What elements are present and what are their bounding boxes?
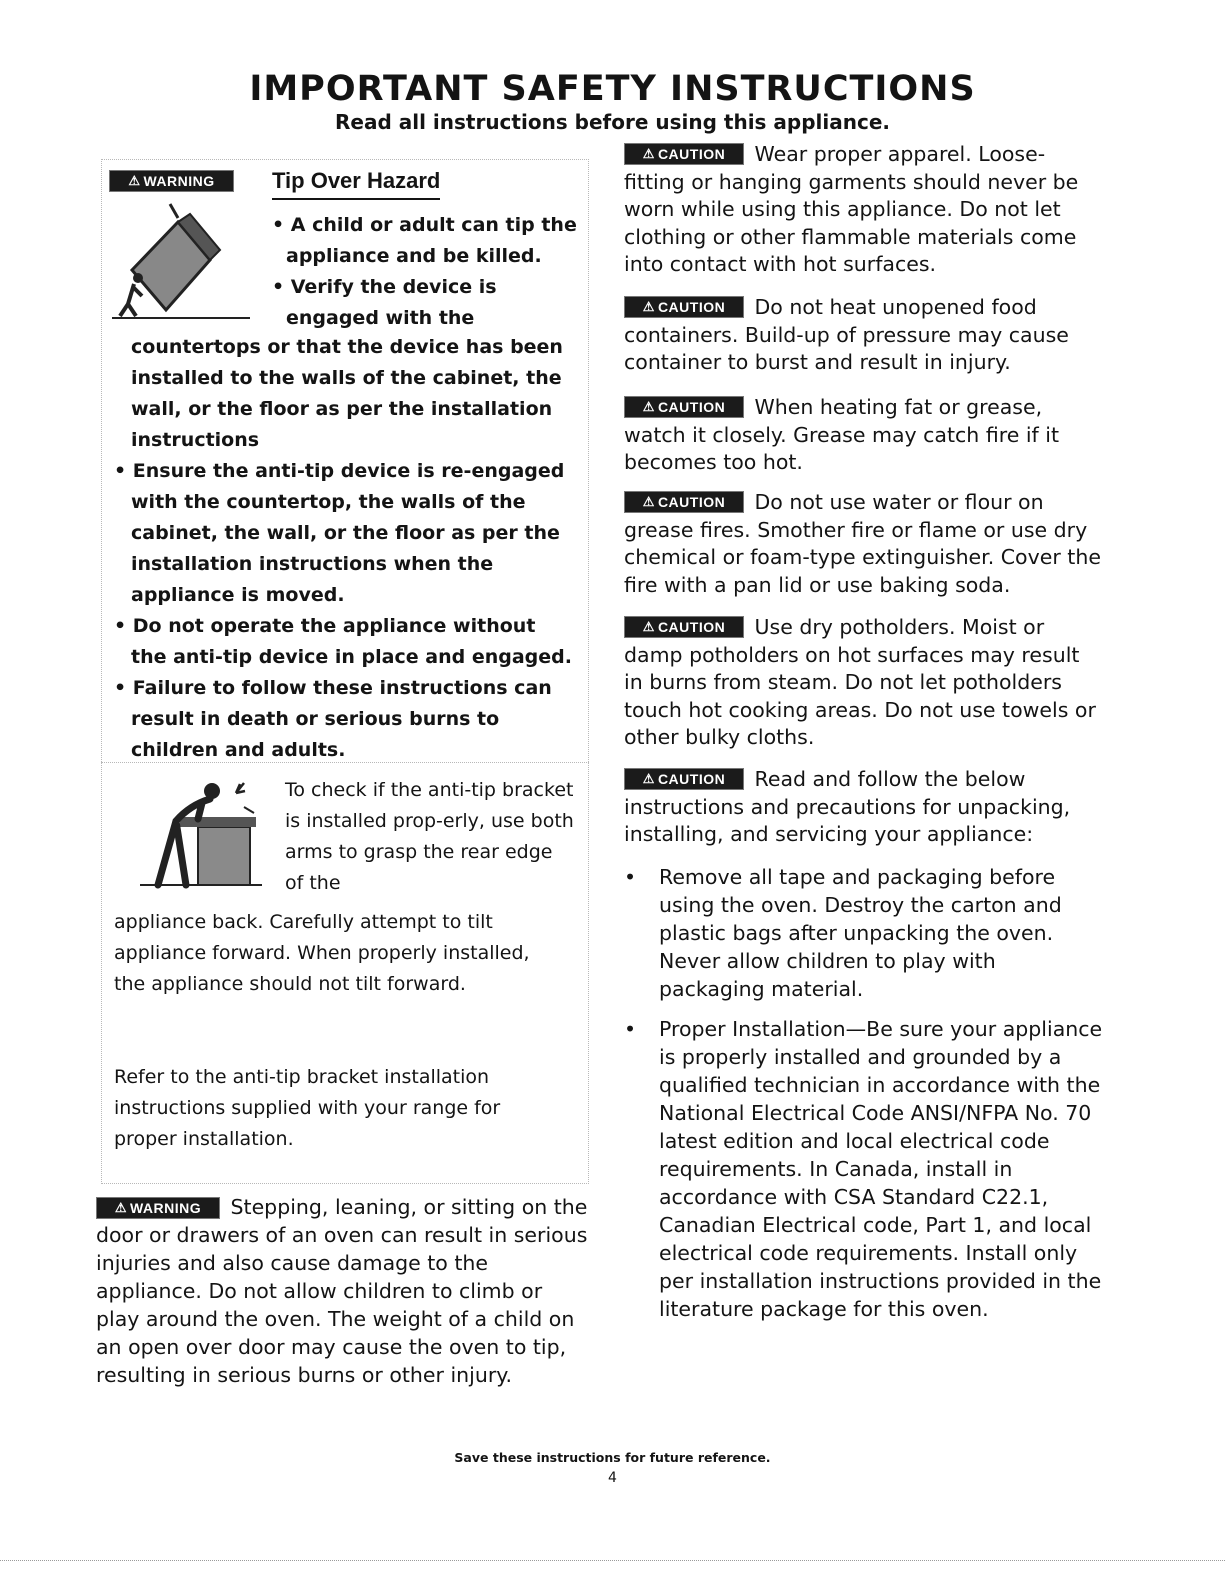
bullet-icon: • [624, 1017, 637, 1041]
caution-apparel-body: Wear proper apparel. Loose-fitting or hanging garments should never be worn while using this appliance. Do not let clothing or other flammable materials come into contact with hot surfaces. [624, 142, 1079, 276]
caution-grease-fires [624, 489, 1104, 599]
bullet-icon: • [624, 865, 637, 889]
warning-badge-label: WARNING [129, 1200, 202, 1216]
caution-unpacking [624, 766, 1104, 849]
caution-potholders-body: Use dry potholders. Moist or damp potholders on hot surfaces may result in burns from steam. Do not let potholders touch hot cooking areas. Do not use towels or other bulky cloths. [624, 615, 1096, 749]
page-number: 4 [608, 1470, 617, 1486]
caution-food-containers-body: Do not heat unopened food containers. Build-up of pressure may cause container to burst and result in injury. [624, 295, 1069, 374]
caution-badge-label: CAUTION [657, 494, 726, 510]
anti-tip-check-illustration-icon [140, 775, 265, 890]
anti-tip-check-text: To check if the anti-tip bracket is installed prop-erly, use both arms to grasp the rear edge of the [285, 779, 574, 894]
warning-badge-label: WARNING [143, 173, 215, 189]
caution-unpacking-body: Read and follow the below instructions and precautions for unpacking, installing, and servicing your appliance: [624, 767, 1071, 846]
stepping-warning-body: Stepping, leaning, or sitting on the door or drawers of an oven can result in serious injuries and also cause damage to the appliance. Do not allow children to climb or play around the oven. The weight of a child on an open over door may cause the oven to tip, resulting in serious burns or other injury. [96, 1195, 588, 1387]
anti-tip-check-continuation: appliance back. Carefully attempt to tilt appliance forward. When properly installed, the appliance should not tilt forward. [114, 911, 530, 995]
warning-triangle-icon: ⚠ [642, 619, 655, 634]
caution-grease-body: When heating fat or grease, watch it closely. Grease may catch fire if it becomes too hot. [624, 395, 1059, 474]
warning-triangle-icon: ⚠ [642, 494, 655, 509]
caution-badge-label: CAUTION [657, 619, 726, 635]
warning-badge [109, 170, 234, 192]
page-subtitle: Read all instructions before using this appliance. [334, 110, 891, 134]
warning-triangle-icon: ⚠ [642, 146, 655, 161]
caution-badge-label: CAUTION [657, 399, 726, 415]
warning-triangle-icon: ⚠ [128, 173, 141, 188]
footer-note: Save these instructions for future reference. [454, 1450, 771, 1465]
remove-packaging-text: Remove all tape and packaging before using the oven. Destroy the carton and plastic bags after unpacking the oven. Never allow children to play with packaging material. [659, 865, 1062, 1001]
tip-over-continuation: countertops or that the device has been installed to the walls of the cabinet, the wall, or the floor as per the installation instructions [131, 336, 563, 451]
list-item: • Do not operate the appliance without the anti-tip device in place and engaged. [114, 615, 572, 668]
caution-grease [624, 394, 1104, 477]
refer-installation-text: Refer to the anti-tip bracket installation instructions supplied with your range for proper installation. [114, 1066, 501, 1150]
list-item: • A child or adult can tip the appliance and be killed. [272, 214, 577, 267]
proper-installation-text: Proper Installation—Be sure your appliance is properly installed and grounded by a qualified technician in accordance with the National Electrical Code ANSI/NFPA No. 70 latest edition and local electrical code requirements. In Canada, install in accordance with CSA Standard C22.1, Canadian Electrical code, Part 1, and local electrical code requirements. Install only per installation instructions provided in the literature package for this oven. [659, 1017, 1103, 1321]
list-item: • Ensure the anti-tip device is re-engaged with the countertop, the walls of the cabinet, the wall, or the floor as per the installation instructions when the appliance is moved. [114, 460, 565, 606]
bottom-divider [0, 1560, 1225, 1561]
caution-badge-label: CAUTION [657, 299, 726, 315]
tip-over-bullets [114, 456, 574, 766]
tip-over-side-bullets [272, 210, 577, 334]
tip-over-illustration-icon [112, 200, 252, 325]
tip-over-heading: Tip Over Hazard [272, 166, 440, 200]
list-item: • Failure to follow these instructions can result in death or serious burns to children and adults. [114, 677, 552, 761]
page-title: IMPORTANT SAFETY INSTRUCTIONS [249, 69, 976, 109]
list-item [624, 863, 1104, 1003]
caution-apparel [624, 141, 1104, 279]
warning-triangle-icon: ⚠ [642, 771, 655, 786]
warning-triangle-icon: ⚠ [642, 399, 655, 414]
unpacking-bullets [624, 863, 1104, 1323]
list-item: • Verify the device is engaged with the [272, 276, 497, 329]
stepping-warning-text [96, 1193, 591, 1389]
caution-food-containers [624, 294, 1104, 377]
warning-triangle-icon: ⚠ [114, 1200, 127, 1215]
caution-badge-label: CAUTION [657, 146, 726, 162]
warning-triangle-icon: ⚠ [642, 299, 655, 314]
caution-badge-label: CAUTION [657, 771, 726, 787]
caution-grease-fires-body: Do not use water or flour on grease fires. Smother fire or flame or use dry chemical or foam-type extinguisher. Cover the fire with a pan lid or use baking soda. [624, 490, 1101, 597]
list-item [624, 1015, 1104, 1323]
caution-potholders [624, 614, 1104, 752]
